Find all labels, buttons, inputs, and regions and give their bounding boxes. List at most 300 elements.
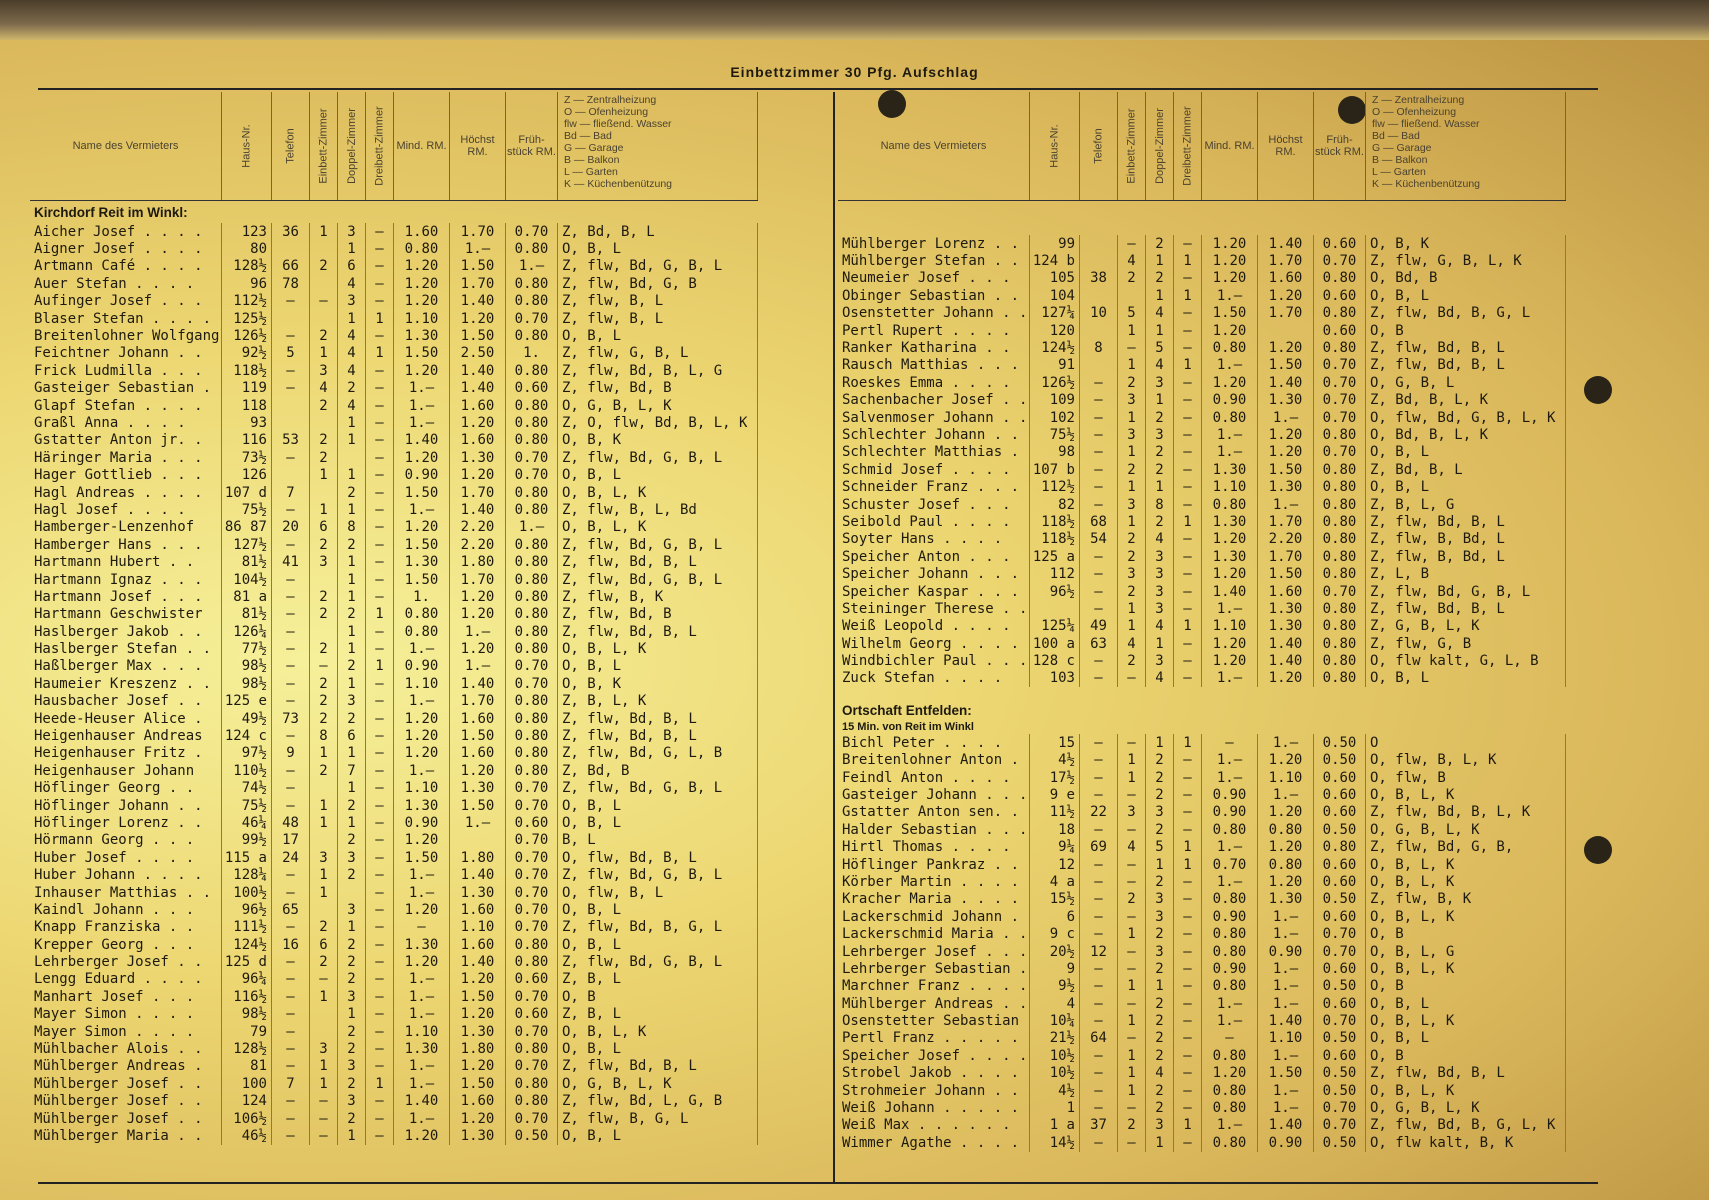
double-rooms: 4 [338, 327, 366, 344]
double-rooms: 1 [338, 414, 366, 431]
phone: 41 [272, 553, 310, 570]
phone: — [1080, 960, 1118, 977]
amenities: Z, flw, B, Bd, L [1366, 531, 1566, 548]
triple-rooms: — [1174, 943, 1202, 960]
double-rooms: 1 [338, 919, 366, 936]
min-price: 1.— [394, 397, 450, 414]
triple-rooms: — [1174, 873, 1202, 890]
table-row [30, 1110, 758, 1127]
landlord-name: Huber Josef . . . . [30, 849, 222, 866]
max-price: 1.20 [450, 466, 506, 483]
single-rooms: — [1118, 908, 1146, 925]
amenities: O, flw, Bd, G, B, L, K [1366, 409, 1566, 426]
table-row [30, 693, 758, 710]
phone: 64 [1080, 1030, 1118, 1047]
triple-rooms: — [366, 971, 394, 988]
table-row [30, 414, 758, 431]
landlord-name: Schlechter Johann . . [838, 426, 1030, 443]
min-price: 1.20 [394, 901, 450, 918]
breakfast-price: 0.60 [506, 971, 558, 988]
landlord-name: Mühlberger Maria . . [30, 1127, 222, 1144]
table-row [30, 553, 758, 570]
bottom-rule [38, 1182, 1598, 1184]
min-price: 1.20 [394, 1127, 450, 1144]
table-row [838, 478, 1566, 495]
house-number: 74½ [222, 780, 272, 797]
phone: — [272, 293, 310, 310]
max-price: 1.30 [1258, 478, 1314, 495]
max-price: 1.20 [450, 414, 506, 431]
triple-rooms: — [1174, 305, 1202, 322]
landlord-name: Knapp Franziska . . [30, 919, 222, 936]
max-price: 1.20 [1258, 670, 1314, 687]
triple-rooms: — [1174, 908, 1202, 925]
max-price: 1.60 [450, 745, 506, 762]
house-number: 126¼ [222, 623, 272, 640]
table-row [838, 752, 1566, 769]
triple-rooms: — [366, 553, 394, 570]
double-rooms: 3 [1146, 908, 1174, 925]
triple-rooms: — [1174, 786, 1202, 803]
phone: — [1080, 995, 1118, 1012]
house-number: 96¼ [222, 971, 272, 988]
phone [272, 310, 310, 327]
landlord-name: Hartmann Geschwister [30, 606, 222, 623]
single-rooms: — [310, 1110, 338, 1127]
amenities: O, flw, Bd, B, L [558, 849, 758, 866]
single-rooms: 1 [310, 814, 338, 831]
amenities: Z, flw, Bd, G, B, L [558, 953, 758, 970]
min-price: 1.10 [394, 1023, 450, 1040]
house-number: 98 [1030, 444, 1080, 461]
min-price: 0.90 [394, 814, 450, 831]
amenities: Z, flw, Bd, B, L [558, 1058, 758, 1075]
single-rooms: 3 [1118, 496, 1146, 513]
max-price: 1.20 [450, 1058, 506, 1075]
amenities: Z, flw, Bd, B, G, L [1366, 305, 1566, 322]
breakfast-price: 0.50 [1314, 1065, 1366, 1082]
triple-rooms: — [1174, 1134, 1202, 1151]
single-rooms: 2 [310, 762, 338, 779]
amenities: O, B, L, K [558, 519, 758, 536]
max-price: 1.60 [450, 1093, 506, 1110]
max-price: 1.50 [450, 797, 506, 814]
single-rooms: 2 [310, 258, 338, 275]
landlord-name: Schneider Franz . . . [838, 478, 1030, 495]
house-number: 81½ [222, 606, 272, 623]
amenities: Z, flw, Bd, G, B, L [558, 258, 758, 275]
min-price: 1.— [1202, 670, 1258, 687]
triple-rooms: — [366, 362, 394, 379]
landlord-name: Höflinger Georg . . [30, 780, 222, 797]
min-price: 1.30 [1202, 548, 1258, 565]
max-price: 1.40 [450, 293, 506, 310]
triple-rooms: — [366, 762, 394, 779]
triple-rooms: 1 [1174, 357, 1202, 374]
max-price: 1.50 [450, 1075, 506, 1092]
landlord-name: Breitenlohner Anton . [838, 752, 1030, 769]
house-number: 125¼ [1030, 618, 1080, 635]
min-price: 1.— [1202, 357, 1258, 374]
single-rooms: 1 [310, 884, 338, 901]
min-price: 1.— [394, 1058, 450, 1075]
triple-rooms: — [366, 693, 394, 710]
phone: — [1080, 769, 1118, 786]
max-price: 1.30 [1258, 618, 1314, 635]
amenities: Z, flw, G, B, L, K [1366, 252, 1566, 269]
triple-rooms: — [366, 484, 394, 501]
min-price: 1.— [394, 380, 450, 397]
min-price: 0.80 [394, 240, 450, 257]
min-price: 1.20 [394, 953, 450, 970]
phone: — [272, 658, 310, 675]
double-rooms: 1 [338, 588, 366, 605]
max-price: 1.50 [1258, 565, 1314, 582]
landlord-name: Speicher Johann . . . [838, 565, 1030, 582]
landlord-name: Aicher Josef . . . . [30, 223, 222, 240]
breakfast-price: 0.80 [506, 362, 558, 379]
min-price: 1.20 [1202, 652, 1258, 669]
min-price: 0.80 [1202, 925, 1258, 942]
table-row [838, 995, 1566, 1012]
single-rooms: 4 [1118, 839, 1146, 856]
phone: 49 [1080, 618, 1118, 635]
single-rooms: — [1118, 339, 1146, 356]
table-row [838, 670, 1566, 687]
header-breakfast: Früh-stück RM. [506, 92, 558, 200]
min-price: 1.— [1202, 1012, 1258, 1029]
amenities: Z, flw, Bd, B, L [558, 623, 758, 640]
house-number: 98½ [222, 658, 272, 675]
table-row [838, 1012, 1566, 1029]
house-number: 4 [1030, 995, 1080, 1012]
amenities: O, B, L [558, 1127, 758, 1144]
phone: 53 [272, 432, 310, 449]
triple-rooms: — [1174, 995, 1202, 1012]
breakfast-price: 0.80 [506, 414, 558, 431]
amenities: O, B, L [558, 466, 758, 483]
max-price: 1.10 [1258, 769, 1314, 786]
landlord-name: Mayer Simon . . . . [30, 1023, 222, 1040]
min-price: 1.— [1202, 426, 1258, 443]
landlord-name: Blaser Stefan . . . . [30, 310, 222, 327]
phone: — [1080, 496, 1118, 513]
phone: — [1080, 786, 1118, 803]
double-rooms: 3 [338, 1093, 366, 1110]
amenities: O, B, L [558, 797, 758, 814]
triple-rooms: — [1174, 392, 1202, 409]
min-price: 1.— [1202, 873, 1258, 890]
max-price: 1.30 [450, 449, 506, 466]
table-row [30, 1127, 758, 1144]
house-number: 46¼ [222, 814, 272, 831]
double-rooms: 2 [1146, 461, 1174, 478]
table-row [30, 1093, 758, 1110]
phone: — [1080, 652, 1118, 669]
phone: 16 [272, 936, 310, 953]
single-rooms [310, 623, 338, 640]
house-number: 124 [222, 1093, 272, 1110]
single-rooms [310, 240, 338, 257]
landlord-name: Bichl Peter . . . . [838, 734, 1030, 751]
single-rooms: — [310, 971, 338, 988]
min-price: 0.90 [1202, 960, 1258, 977]
landlord-name: Huber Johann . . . . [30, 866, 222, 883]
house-number: 21½ [1030, 1030, 1080, 1047]
max-price: 1.30 [1258, 600, 1314, 617]
phone: 68 [1080, 513, 1118, 530]
table-row [838, 322, 1566, 339]
header-single: Einbett-Zimmer [1118, 92, 1146, 200]
breakfast-price: 0.50 [1314, 978, 1366, 995]
double-rooms: 6 [338, 727, 366, 744]
phone: — [272, 727, 310, 744]
min-price: 1.40 [394, 1093, 450, 1110]
max-price: 1.40 [1258, 374, 1314, 391]
top-rule [38, 88, 1598, 90]
house-number: 102 [1030, 409, 1080, 426]
max-price: 1.30 [450, 1023, 506, 1040]
amenities: O, B, L, K [558, 640, 758, 657]
amenities: Z, Bd, B, L [1366, 461, 1566, 478]
phone: — [272, 623, 310, 640]
double-rooms: 2 [338, 866, 366, 883]
single-rooms: 2 [310, 675, 338, 692]
breakfast-price: 0.80 [1314, 426, 1366, 443]
house-number: 9 c [1030, 925, 1080, 942]
triple-rooms: — [1174, 1012, 1202, 1029]
section-heading: Kirchdorf Reit im Winkl: [34, 204, 188, 220]
max-price: 1.— [1258, 925, 1314, 942]
min-price: 1.— [394, 693, 450, 710]
house-number: 110½ [222, 762, 272, 779]
phone: — [1080, 1047, 1118, 1064]
phone: — [1080, 1099, 1118, 1116]
double-rooms: 1 [338, 640, 366, 657]
amenities: Z, flw, Bd, B, L, G [558, 362, 758, 379]
max-price: 1.80 [450, 553, 506, 570]
min-price: 0.70 [1202, 856, 1258, 873]
table-row [838, 978, 1566, 995]
max-price: 1.20 [1258, 804, 1314, 821]
breakfast-price: 0.70 [506, 449, 558, 466]
page-title: Einbettzimmer 30 Pfg. Aufschlag [730, 64, 979, 80]
amenities: O, flw kalt, B, K [1366, 1134, 1566, 1151]
single-rooms: 1 [1118, 1047, 1146, 1064]
max-price: 1.20 [450, 971, 506, 988]
breakfast-price: 0.80 [506, 640, 558, 657]
double-rooms: 4 [338, 275, 366, 292]
amenities: Z, flw, Bd, B, L [1366, 600, 1566, 617]
triple-rooms: 1 [1174, 252, 1202, 269]
double-rooms: 2 [1146, 1030, 1174, 1047]
breakfast-price: 0.80 [506, 571, 558, 588]
phone [1080, 252, 1118, 269]
double-rooms: 2 [338, 953, 366, 970]
phone: — [272, 571, 310, 588]
house-number: 4½ [1030, 1082, 1080, 1099]
single-rooms: 1 [310, 1075, 338, 1092]
triple-rooms: 1 [366, 658, 394, 675]
house-number: 81 a [222, 588, 272, 605]
amenities: Z, G, B, L, K [1366, 618, 1566, 635]
single-rooms: — [310, 293, 338, 310]
min-price: 1.— [394, 1075, 450, 1092]
amenities: Z, flw, B, Bd, L [1366, 548, 1566, 565]
amenities: Z, flw, Bd, B, L [558, 727, 758, 744]
phone: — [272, 362, 310, 379]
breakfast-price: 1.— [506, 519, 558, 536]
house-number: 98½ [222, 1006, 272, 1023]
phone: — [1080, 1134, 1118, 1151]
landlord-name: Gasteiger Sebastian . [30, 380, 222, 397]
landlord-name: Heigenhauser Johann [30, 762, 222, 779]
double-rooms: 2 [1146, 1047, 1174, 1064]
breakfast-price: 0.70 [506, 310, 558, 327]
landlord-name: Mühlberger Stefan . . [838, 252, 1030, 269]
min-price: 1.— [394, 1006, 450, 1023]
double-rooms: 3 [1146, 1117, 1174, 1134]
breakfast-price: 0.70 [1314, 252, 1366, 269]
table-row [30, 484, 758, 501]
amenities: Z, Bd, B [558, 762, 758, 779]
amenities: O, B, L [558, 1040, 758, 1057]
landlord-name: Ranker Katharina . . [838, 339, 1030, 356]
house-number: 104½ [222, 571, 272, 588]
breakfast-price: 0.60 [1314, 287, 1366, 304]
header-house: Haus-Nr. [222, 92, 272, 200]
landlord-name: Osenstetter Johann . . [838, 305, 1030, 322]
phone: — [1080, 670, 1118, 687]
house-number: 46½ [222, 1127, 272, 1144]
phone: 20 [272, 519, 310, 536]
double-rooms: 3 [338, 1058, 366, 1075]
amenities: Z, flw, Bd, G, B, L [558, 536, 758, 553]
double-rooms: 1 [1146, 635, 1174, 652]
triple-rooms: — [366, 240, 394, 257]
min-price: 0.80 [1202, 1047, 1258, 1064]
double-rooms: 1 [1146, 734, 1174, 751]
landlord-name: Gasteiger Johann . . . [838, 786, 1030, 803]
max-price: 1.50 [1258, 1065, 1314, 1082]
landlord-name: Glapf Stefan . . . . [30, 397, 222, 414]
double-rooms: 2 [338, 710, 366, 727]
double-rooms: 2 [1146, 1099, 1174, 1116]
breakfast-price: 0.80 [1314, 600, 1366, 617]
table-row [838, 444, 1566, 461]
breakfast-price: 0.80 [506, 745, 558, 762]
amenities: Z, flw, Bd, G, B, L [558, 571, 758, 588]
double-rooms: 1 [338, 501, 366, 518]
table-row [838, 583, 1566, 600]
header-triple: Dreibett-Zimmer [366, 92, 394, 200]
landlord-name: Manhart Josef . . . [30, 988, 222, 1005]
amenities: O, flw, B [1366, 769, 1566, 786]
max-price: 1.40 [1258, 652, 1314, 669]
header-name: Name des Vermieters [838, 92, 1030, 200]
phone: 36 [272, 223, 310, 240]
phone [272, 397, 310, 414]
amenities: O, B, L, G [1366, 943, 1566, 960]
single-rooms: 6 [310, 936, 338, 953]
double-rooms: 3 [338, 693, 366, 710]
landlord-name: Haßlberger Max . . . [30, 658, 222, 675]
phone: 9 [272, 745, 310, 762]
landlord-name: Rausch Matthias . . . [838, 357, 1030, 374]
breakfast-price: 0.80 [1314, 478, 1366, 495]
house-number: 111½ [222, 919, 272, 936]
landlord-name: Weiß Johann . . . . . [838, 1099, 1030, 1116]
double-rooms [338, 884, 366, 901]
double-rooms: 2 [338, 832, 366, 849]
breakfast-price: 0.70 [506, 866, 558, 883]
breakfast-price: 0.70 [1314, 1099, 1366, 1116]
double-rooms: 1 [1146, 392, 1174, 409]
min-price: 1.10 [394, 780, 450, 797]
max-price: 0.90 [1258, 943, 1314, 960]
house-number: 9¼ [1030, 839, 1080, 856]
landlord-name: Artmann Café . . . . [30, 258, 222, 275]
double-rooms: 2 [1146, 769, 1174, 786]
landlord-name: Mühlberger Josef . . [30, 1075, 222, 1092]
min-price: 0.80 [1202, 1099, 1258, 1116]
landlord-name: Heigenhauser Andreas [30, 727, 222, 744]
breakfast-price: 0.70 [1314, 925, 1366, 942]
max-price: 1.— [1258, 978, 1314, 995]
phone: — [272, 1023, 310, 1040]
triple-rooms: — [1174, 821, 1202, 838]
amenities: Z, flw, Bd, G, B, L [558, 449, 758, 466]
breakfast-price: 0.80 [1314, 565, 1366, 582]
breakfast-price: 0.80 [506, 432, 558, 449]
breakfast-price: 0.80 [506, 553, 558, 570]
max-price: 1.20 [1258, 752, 1314, 769]
max-price: 1.40 [450, 501, 506, 518]
double-rooms: 4 [1146, 670, 1174, 687]
max-price: 1.40 [1258, 1012, 1314, 1029]
double-rooms: 4 [338, 397, 366, 414]
house-number: 6 [1030, 908, 1080, 925]
triple-rooms: — [1174, 652, 1202, 669]
max-price: 1.— [450, 658, 506, 675]
house-number: 112½ [1030, 478, 1080, 495]
single-rooms [310, 571, 338, 588]
landlord-name: Haslberger Stefan . . [30, 640, 222, 657]
min-price: 1.— [1202, 752, 1258, 769]
single-rooms: — [1118, 943, 1146, 960]
table-row [30, 1058, 758, 1075]
triple-rooms: 1 [1174, 513, 1202, 530]
house-number: 125 a [1030, 548, 1080, 565]
single-rooms: — [1118, 734, 1146, 751]
table-row [838, 652, 1566, 669]
breakfast-price: 0.60 [506, 1006, 558, 1023]
amenities: Z, B, L [558, 971, 758, 988]
double-rooms: 3 [338, 293, 366, 310]
landlord-name: Mühlberger Josef . . [30, 1110, 222, 1127]
single-rooms: 4 [1118, 252, 1146, 269]
house-number: 126½ [222, 327, 272, 344]
min-price: 1.20 [1202, 1065, 1258, 1082]
max-price: 1.70 [450, 693, 506, 710]
single-rooms: — [1118, 995, 1146, 1012]
table-row [838, 635, 1566, 652]
amenities: O, B, L, K [558, 484, 758, 501]
landlord-name: Kaindl Johann . . . [30, 901, 222, 918]
double-rooms: 1 [338, 623, 366, 640]
double-rooms: 2 [338, 380, 366, 397]
amenities: O, B, L, K [1366, 873, 1566, 890]
